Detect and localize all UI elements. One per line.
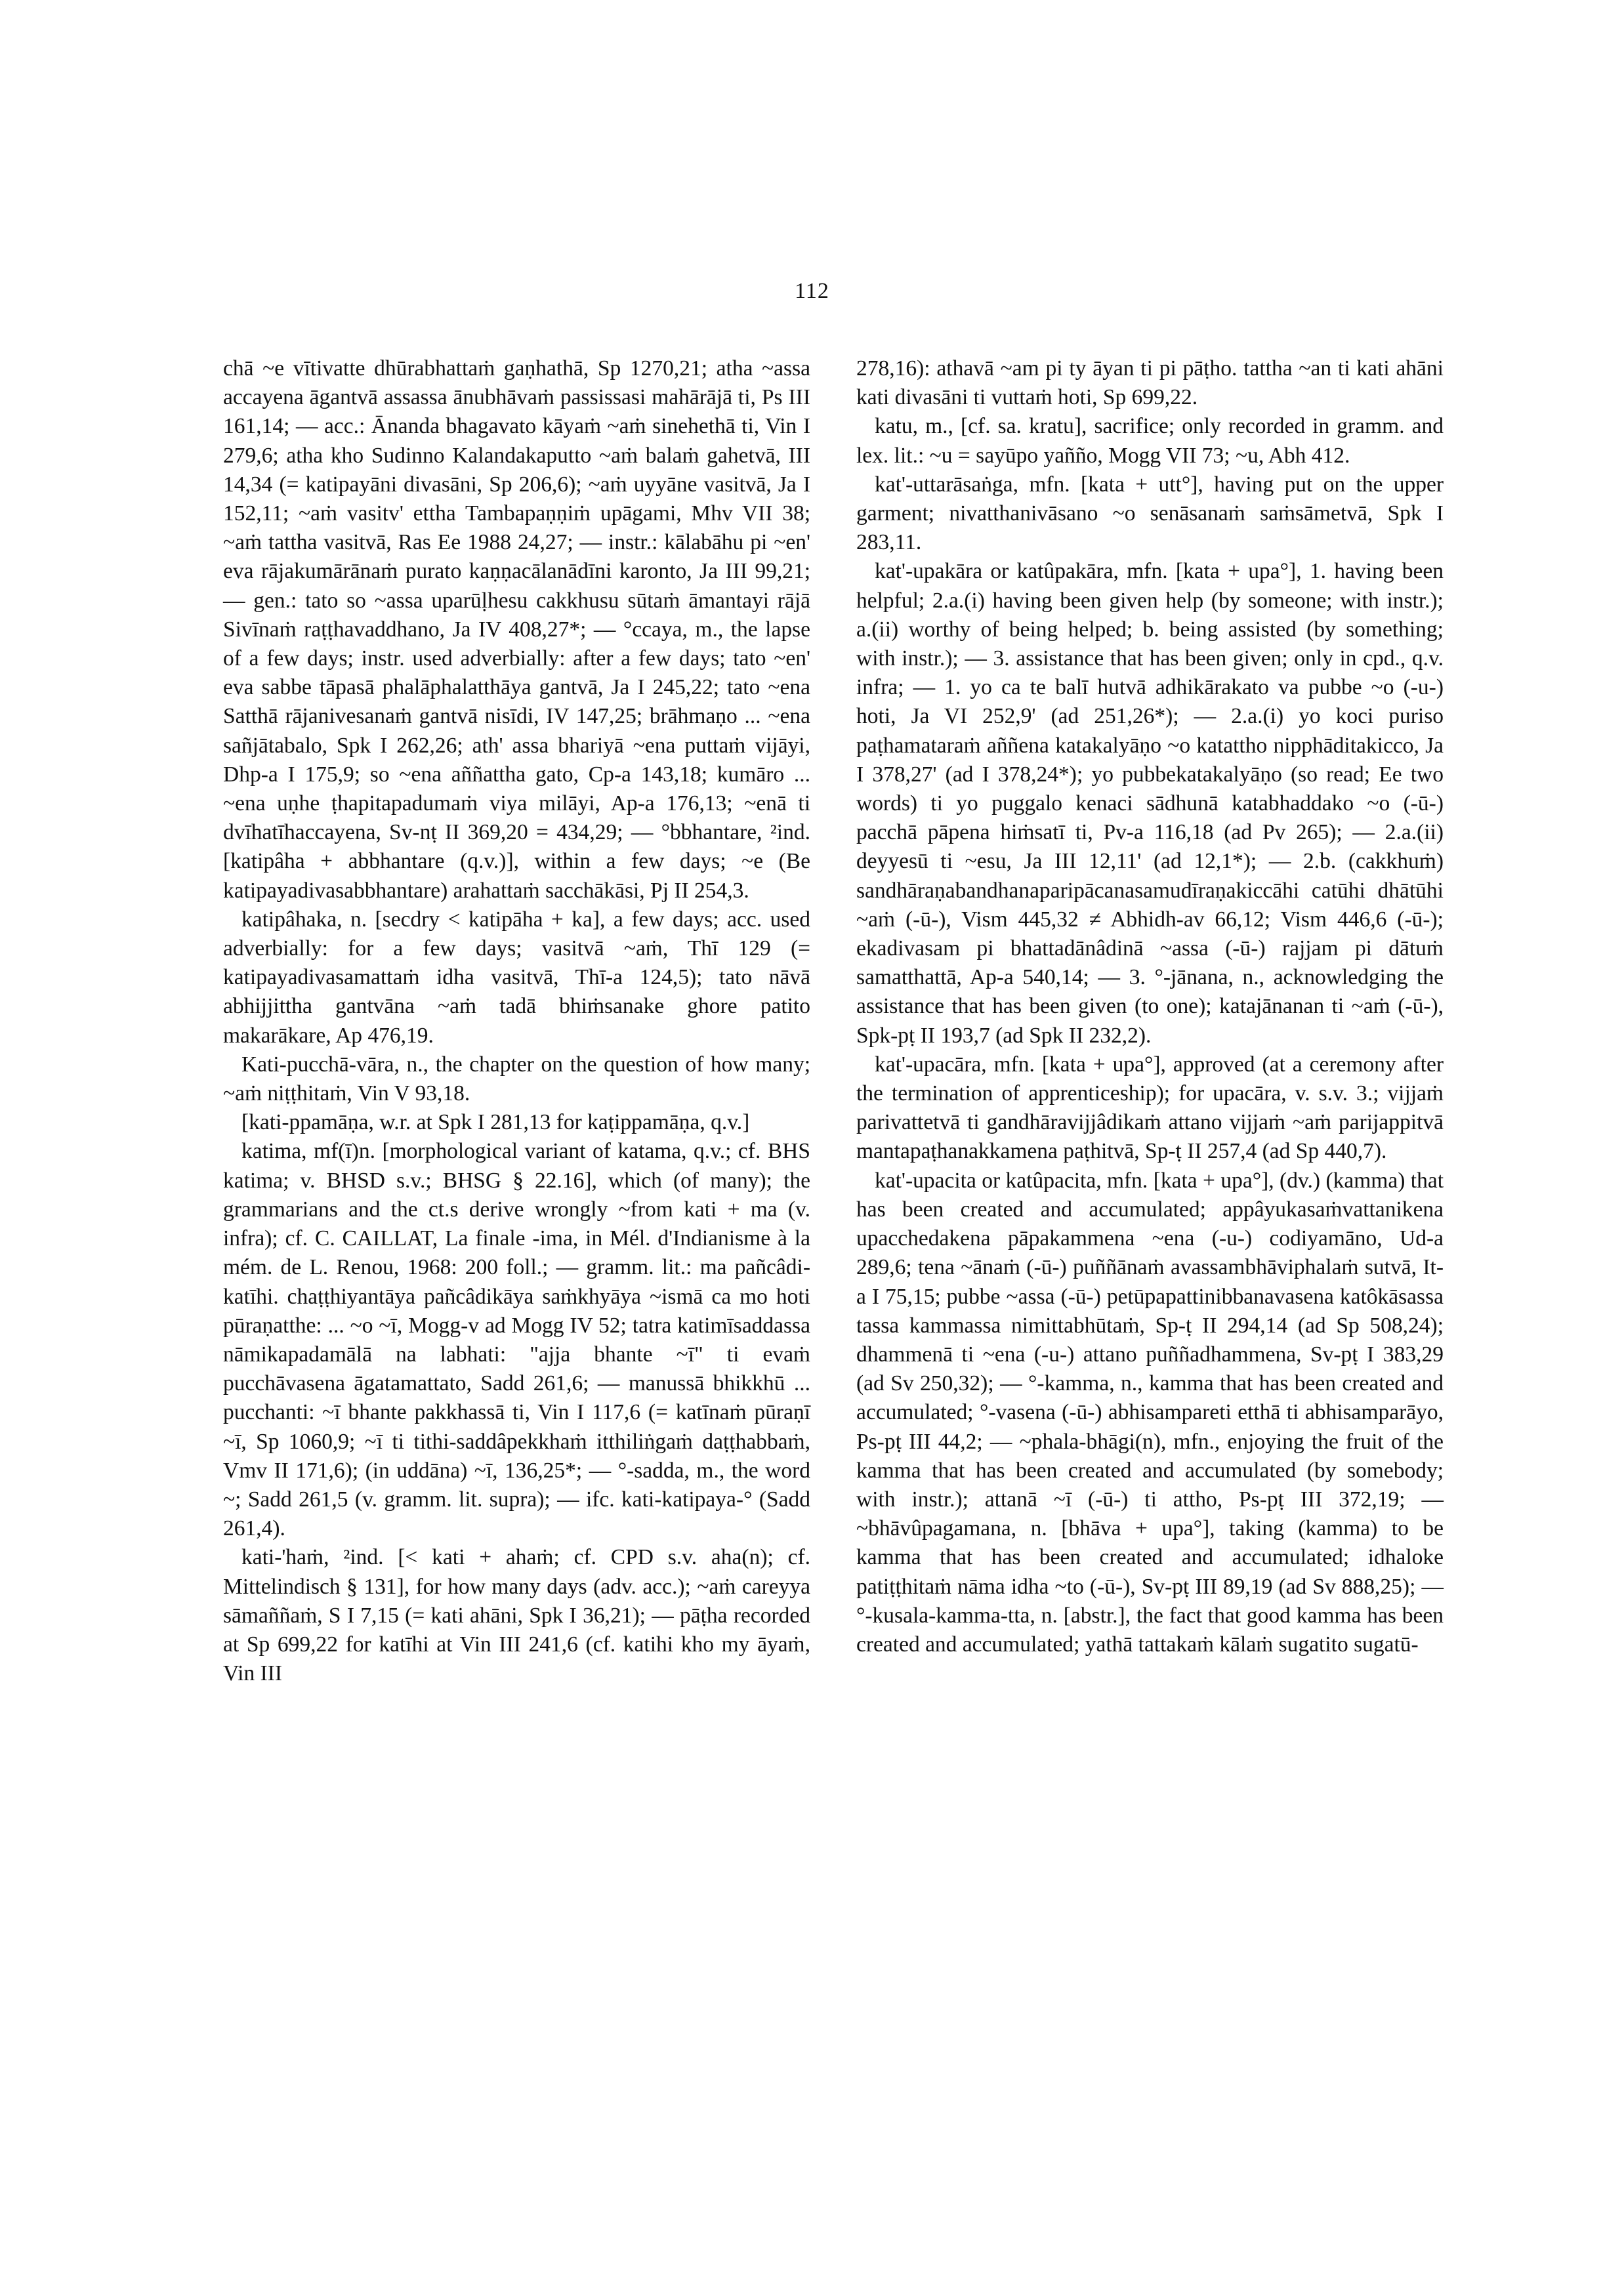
dictionary-entry: kat'-upacita or katûpacita, mfn. [kata + upa°], (dv.) (kamma) that has been created and accumulated; appâyukasaṁvattanikena upacchedakena pāpakammena ~ena (-u-) codiyamāno, Ud-a 289,6; tena ~ānaṁ (-ū-) puññānaṁ avassambhāviphalaṁ sutvā, It-a I 75,15; pubbe ~assa (-ū-) petūpapattinibbanavasena katôkāsassa tassa kammassa nimittabhūtaṁ, Sp-ṭ II 294,14 (ad Sp 508,24); dhammenā ti ~ena (-u-) attano puññadhammena, Sv-pṭ I 383,29 (ad Sv 250,32); — °-kamma, n., kamma that has been created and accumulated; °-vasena (-ū-) abhisampareti etthā ti abhisamparāyo, Ps-pṭ III 44,2; — ~phala-bhāgi(n), mfn., enjoying the fruit of the kamma that has been created and accumulated (by somebody; with instr.); attanā ~ī (-ū-) ti attho, Ps-pṭ III 372,19; — ~bhāvûpagamana, n. [bhāva + upa°], taking (kamma) to be kamma that has been created and accumulated; idhaloke patiṭṭhitaṁ nāma idha ~to (-ū-), Sv-pṭ III 89,19 (ad Sv 888,25); — °-kusala-kamma-tta, n. [abstr.], the fact that good kamma has been created and accumulated; yathā tattakaṁ kālaṁ sugatito sugatū-: [856, 1168, 1444, 1657]
dictionary-entry: kati-'haṁ, ²ind. [< kati + ahaṁ; cf. CPD s.v. aha(n); cf. Mittelindisch § 131], for how many days (adv. acc.); ~aṁ careyya sāmaññaṁ, S I 7,15 (= kati ahāni, Spk I 36,21); — pāṭha recorded at Sp 699,22 for katīhi at Vin III 241,6 (cf. katihi kho my āyaṁ, Vin III: [223, 1545, 810, 1686]
dictionary-entry: Kati-pucchā-vāra, n., the chapter on the question of how many; ~aṁ niṭṭhitaṁ, Vin V 93,18.: [223, 1052, 810, 1106]
dictionary-entry: chā ~e vītivatte dhūrabhattaṁ gaṇhathā, Sp 1270,21; atha ~assa accayena āgantvā assassa ānubhāvaṁ passissasi mahārājā ti, Ps III 161,14; — acc.: Ānanda bhagavato kāyaṁ ~aṁ sinehethā ti, Vin I 279,6; atha kho Sudinno Kalandakaputto ~aṁ balaṁ gahetvā, III 14,34 (= katipayāni divasāni, Sp 206,6); ~aṁ uyyāne vasitvā, Ja I 152,11; ~aṁ vasitv' ettha Tambapaṇṇiṁ upāgami, Mhv VII 38; ~aṁ tattha vasitvā, Ras Ee 1988 24,27; — instr.: kālabāhu pi ~en' eva rājakumārānaṁ purato kaṇṇacālanādīni karonto, Ja III 99,21; — gen.: tato so ~assa uparūḷhesu cakkhusu sūtaṁ āmantayi rājā Sivīnaṁ raṭṭhavaddhano, Ja IV 408,27*; — °ccaya, m., the lapse of a few days; instr. used adverbially: after a few days; tato ~en' eva sabbe tāpasā phalāphalatthāya gantvā, Ja I 245,22; tato ~ena Satthā rājanivesanaṁ gantvā nisīdi, IV 147,25; brāhmaṇo ... ~ena sañjātabalo, Spk I 262,26; ath' assa bhariyā ~ena puttaṁ vijāyi, Dhp-a I 175,9; so ~ena aññattha gato, Cp-a 143,18; kumāro ... ~ena uṇhe ṭhapitapadumaṁ viya milāyi, Ap-a 176,13; ~enā ti dvīhatīhaccayena, Sv-nṭ II 369,20 = 434,29; — °bbhantare, ²ind. [katipâha + abbhantare (q.v.)], within a few days; ~e (Be katipayadivasabbhantare) arahattaṁ sacchākāsi, Pj II 254,3.: [223, 356, 810, 903]
dictionary-entry: [kati-ppamāṇa, w.r. at Spk I 281,13 for kaṭippamāṇa, q.v.]: [241, 1110, 750, 1135]
dictionary-entry: kat'-upacāra, mfn. [kata + upa°], approved (at a ceremony after the termination of apprenticeship); for upacāra, v. s.v. 3.; vijjaṁ parivattetvā ti gandhāravijjâdikaṁ attano vijjaṁ ~aṁ parijappitvā mantapaṭhanakkamena paṭhitvā, Sp-ṭ II 257,4 (ad Sp 440,7).: [856, 1052, 1444, 1164]
left-column: [223, 354, 810, 1688]
dictionary-entry: kat'-upakāra or katûpakāra, mfn. [kata + upa°], 1. having been helpful; 2.a.(i) having been given help (by someone; with instr.); a.(ii) worthy of being helped; b. being assisted (by something; with instr.); — 3. assistance that has been given; only in cpd., q.v. infra; — 1. yo ca te balī hutvā adhikārakato va pubbe ~o (-u-) hoti, Ja VI 252,9' (ad 251,26*); — 2.a.(i) yo koci puriso paṭhamataraṁ aññena katakalyāṇo ~o katattho nipphāditakicco, Ja I 378,27' (ad I 378,24*); yo pubbekatakalyāṇo (so read; Ee two words) ti yo puggalo kenaci sādhunā katabhaddako ~o (-ū-) pacchā pāpena hiṁsatī ti, Pv-a 116,18 (ad Pv 265); — 2.a.(ii) deyyesū ti ~esu, Ja III 12,11' (ad 12,1*); — 2.b. (cakkhuṁ) sandhāraṇabandhanaparipācanasamudīraṇakiccāhi catūhi dhātūhi ~aṁ (-ū-), Vism 445,32 ≠ Abhidh-av 66,12; Vism 446,6 (-ū-); ekadivasam pi bhattadānâdinā ~assa (-ū-) rajjam pi dātuṁ samatthattā, Ap-a 540,14; — 3. °-jānana, n., acknowledging the assistance that has been given (to one); katajānanan ti ~aṁ (-ū-), Spk-pṭ II 193,7 (ad Spk II 232,2).: [856, 559, 1444, 1048]
right-column: [856, 354, 1444, 1659]
page-number: 112: [795, 279, 829, 303]
dictionary-entry: 278,16): athavā ~am pi ty āyan ti pi pāṭho. tattha ~an ti kati ahāni kati divasāni ti vuttaṁ hoti, Sp 699,22.: [856, 356, 1444, 410]
dictionary-entry: katipâhaka, n. [secdry < katipāha + ka], a few days; acc. used adverbially: for a few days; vasitvā ~aṁ, Thī 129 (= katipayadivasamattaṁ idha vasitvā, Thī-a 124,5); tato nāvā abhijjittha gantvāna ~aṁ tadā bhiṁsanake ghore patito makarākare, Ap 476,19.: [223, 907, 810, 1048]
dictionary-entry: katima, mf(ī)n. [morphological variant of katama, q.v.; cf. BHS katima; v. BHSD s.v.; BHSG § 22.16], which (of many); the grammarians and the ct.s derive wrongly ~from kati + ma (v. infra); cf. C. CAILLAT, La finale -ima, in Mél. d'Indianisme à la mém. de L. Renou, 1968: 200 foll.; — gramm. lit.: ma pañcâdi-katīhi. chaṭṭhiyantāya pañcâdikāya saṁkhyāya ~ismā ca mo hoti pūraṇatthe: ... ~o ~ī, Mogg-v ad Mogg IV 52; tatra katimīsaddassa nāmikapadamālā na labhati: "ajja bhante ~ī" ti evaṁ pucchāvasena āgatamattato, Sadd 261,6; — manussā bhikkhū ... pucchanti: ~ī bhante pakkhassā ti, Vin I 117,6 (= katīnaṁ pūraṇī ~ī, Sp 1060,9; ~ī ti tithi-saddâpekkhaṁ itthiliṅgaṁ daṭṭhabbaṁ, Vmv II 171,6); (in uddāna) ~ī, 136,25*; — °-sadda, m., the word ~; Sadd 261,5 (v. gramm. lit. supra); — ifc. kati-katipaya-° (Sadd 261,4).: [223, 1139, 810, 1541]
dictionary-entry: katu, m., [cf. sa. kratu], sacrifice; only recorded in gramm. and lex. lit.: ~u = sayūpo yañño, Mogg VII 73; ~u, Abh 412.: [856, 414, 1444, 468]
dictionary-entry: kat'-uttarāsaṅga, mfn. [kata + utt°], having put on the upper garment; nivatthanivāsano ~o senāsanaṁ saṁsāmetvā, Spk I 283,11.: [856, 472, 1444, 555]
